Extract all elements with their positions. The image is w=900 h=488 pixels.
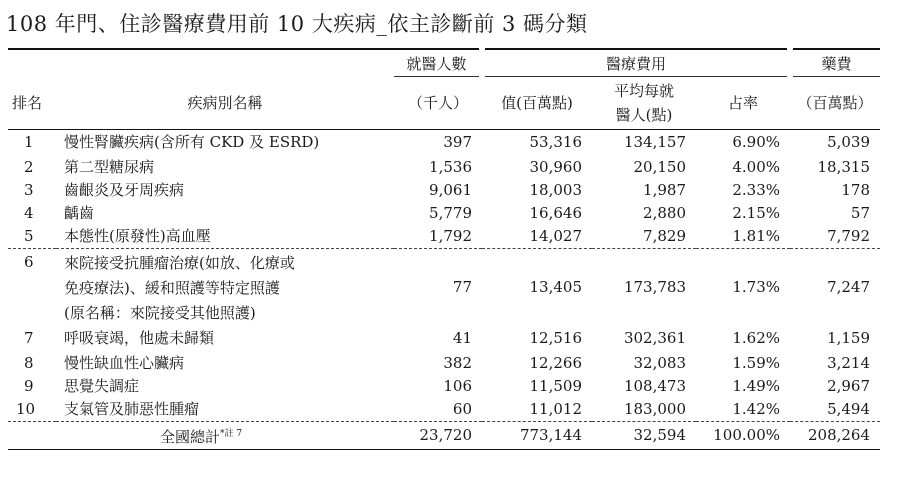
row-rank: 7 [24, 329, 34, 347]
row-patients: 397 [443, 133, 472, 152]
total-share: 100.00% [696, 421, 790, 449]
row-name-line2: 免疫療法)、緩和照護等特定照護 [64, 278, 280, 297]
row-avg: 108,473 [623, 376, 686, 395]
row-value: 16,646 [529, 203, 582, 222]
row-rank: 1 [24, 133, 34, 152]
header-patients-top: 就醫人數 [394, 49, 482, 77]
row-patients: 5,779 [429, 203, 472, 222]
row-name [56, 248, 394, 326]
table-row [8, 248, 880, 326]
row-name: 齒齦炎及牙周疾病 [64, 180, 185, 199]
row-drug: 7,792 [827, 226, 871, 245]
total-avg: 32,594 [592, 421, 696, 449]
row-drug: 5,494 [827, 399, 871, 418]
table-body-b [8, 248, 880, 421]
row-name: 慢性腎臟疾病(含所有 CKD 及 ESRD) [64, 133, 320, 152]
row-name: 本態性(原發性)高血壓 [64, 226, 211, 245]
row-value: 11,012 [529, 399, 582, 418]
header-patients-unit: （千人） [394, 77, 482, 130]
row-rank: 3 [24, 180, 34, 199]
row-drug: 5,039 [827, 133, 871, 152]
row-rank: 10 [16, 399, 36, 418]
row-patients: 382 [443, 353, 472, 372]
table-row [8, 156, 880, 179]
total-name: 全國總計 [159, 427, 220, 446]
row-patients: 1,792 [429, 226, 472, 245]
row-name: 第二型糖尿病 [64, 157, 155, 176]
table-row [8, 375, 880, 398]
row-value: 11,509 [529, 376, 582, 395]
header-row-top [8, 49, 880, 77]
row-rank: 6 [8, 248, 56, 326]
row-patients: 60 [452, 399, 472, 418]
row-value: 13,405 [482, 248, 592, 326]
header-name: 疾病別名稱 [56, 77, 394, 130]
row-rank: 2 [24, 157, 34, 176]
total-drug: 208,264 [790, 421, 880, 449]
row-avg: 173,783 [592, 248, 696, 326]
row-avg: 7,829 [643, 226, 686, 245]
row-avg: 302,361 [623, 329, 686, 347]
table-row [8, 225, 880, 249]
table-row [8, 179, 880, 202]
table-row [8, 130, 880, 156]
row-share: 4.00% [732, 157, 781, 176]
table-row [8, 326, 880, 352]
row-value: 30,960 [529, 157, 582, 176]
table-row [8, 398, 880, 422]
row-share: 1.62% [732, 329, 781, 347]
header-avg-line2: 醫人(點) [615, 106, 673, 124]
header-drug-unit: （百萬點） [790, 77, 880, 130]
row-patients: 9,061 [429, 180, 472, 199]
header-avg-line1: 平均每就 [613, 82, 674, 100]
row-drug: 57 [850, 203, 871, 222]
total-row [8, 421, 880, 449]
total-label [8, 421, 394, 449]
disease-cost-table [8, 48, 880, 450]
row-patients: 1,536 [429, 157, 472, 176]
row-avg: 32,083 [633, 353, 686, 372]
header-avg [592, 77, 696, 130]
row-avg: 20,150 [633, 157, 686, 176]
row-drug: 7,247 [790, 248, 880, 326]
row-share: 1.81% [732, 226, 781, 245]
header-rank: 排名 [8, 77, 56, 130]
table-footer [8, 421, 880, 449]
row-name: 齲齒 [64, 203, 95, 222]
row-share: 6.90% [732, 133, 781, 152]
table-row [8, 352, 880, 375]
row-value: 53,316 [529, 133, 582, 152]
row-name: 呼吸衰竭，他處未歸類 [64, 329, 215, 347]
row-avg: 134,157 [623, 133, 686, 152]
header-cost-top: 醫療費用 [482, 49, 790, 77]
row-name: 慢性缺血性心臟病 [64, 353, 185, 372]
row-patients: 106 [443, 376, 472, 395]
row-value: 12,266 [529, 353, 582, 372]
row-drug: 178 [841, 180, 871, 199]
row-value: 18,003 [529, 180, 582, 199]
row-drug: 1,159 [827, 329, 871, 347]
row-share: 2.15% [732, 203, 781, 222]
total-patients: 23,720 [394, 421, 482, 449]
row-rank: 5 [24, 226, 34, 245]
row-avg: 1,987 [643, 180, 686, 199]
row-share: 2.33% [732, 180, 781, 199]
row-patients: 41 [452, 329, 472, 347]
row-share: 1.59% [732, 353, 781, 372]
total-value: 773,144 [482, 421, 592, 449]
row-name: 支氣管及肺惡性腫瘤 [64, 399, 200, 418]
row-rank: 8 [24, 353, 34, 372]
row-name-line3: (原名稱：來院接受其他照護) [64, 303, 256, 322]
row-name-line1: 來院接受抗腫瘤治療(如放、化療或 [64, 253, 295, 272]
row-avg: 2,880 [643, 203, 686, 222]
row-drug: 3,214 [827, 353, 871, 372]
row-value: 12,516 [529, 329, 582, 347]
total-note: *註 7 [219, 428, 243, 439]
row-patients: 77 [394, 248, 482, 326]
row-name: 思覺失調症 [64, 376, 140, 395]
header-drug-top: 藥費 [790, 49, 880, 77]
header-share: 占率 [696, 77, 790, 130]
header-row-bottom [8, 77, 880, 130]
row-drug: 18,315 [817, 157, 871, 176]
row-drug: 2,967 [827, 376, 871, 395]
row-share: 1.42% [732, 399, 781, 418]
row-value: 14,027 [529, 226, 582, 245]
row-share: 1.73% [696, 248, 790, 326]
page-title: 108 年門、住診醫療費用前 10 大疾病_依主診斷前 3 碼分類 [6, 12, 588, 36]
table-body-a [8, 130, 880, 249]
table-row [8, 202, 880, 225]
row-rank: 4 [24, 203, 34, 222]
row-share: 1.49% [732, 376, 781, 395]
row-rank: 9 [24, 376, 34, 395]
row-avg: 183,000 [623, 399, 686, 418]
header-value: 值(百萬點) [482, 77, 592, 130]
